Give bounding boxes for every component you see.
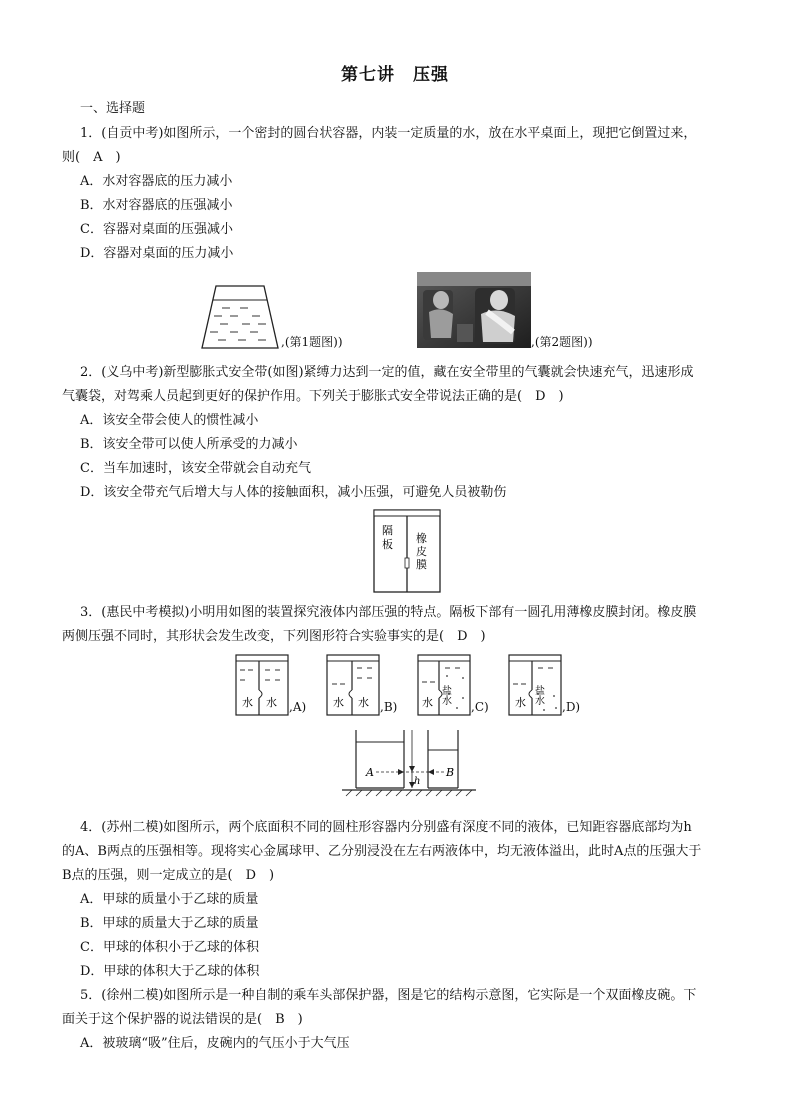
q3-choice-d-left: 水 [515, 696, 526, 709]
q4-option-b: B．甲球的质量大于乙球的质量 [80, 916, 259, 931]
q3-label-membrane-1: 橡 [416, 532, 427, 545]
q4-option-c: C．甲球的体积小于乙球的体积 [80, 940, 259, 955]
q3-choice-d [508, 654, 562, 720]
q3-choice-b [326, 654, 380, 720]
q4-stem-line2: 的A、B两点的压强相等。现将实心金属球甲、乙分别浸没在左右两液体中，均无液体溢出，此时A点的压强大于 [62, 844, 702, 859]
q3-choice-a-left: 水 [242, 696, 253, 709]
q3-choice-a [235, 654, 289, 720]
q1-stem-line1: 1．(自贡中考)如图所示，一个密封的圆台状容器，内装一定质量的水，放在水平桌面上，现把它倒置过来， [80, 126, 697, 141]
q3-choice-a-tag: ,A) [289, 700, 307, 714]
q3-label-partition-1: 隔 [382, 524, 393, 537]
q2-option-d: D．该安全带充气后增大与人体的接触面积，减小压强，可避免人员被勒伤 [80, 485, 507, 500]
q3-choice-c-tag: ,C) [471, 700, 489, 714]
q3-choice-c-diagram [417, 654, 471, 716]
q3-label-partition-2: 板 [382, 538, 393, 551]
q3-choice-d-tag: ,D) [562, 700, 581, 714]
q3-choice-c-left: 水 [422, 696, 433, 709]
q3-figure [372, 508, 444, 596]
q4-label-h: h [414, 776, 421, 787]
q3-choice-b-right: 水 [358, 696, 369, 709]
q3-choice-a-right: 水 [266, 696, 277, 709]
q2-stem-line2: 气囊袋，对驾乘人员起到更好的保护作用。下列关于膨胀式安全带说法正确的是( D ) [62, 389, 564, 404]
q5-stem-line1: 5．(徐州二模)如图所示是一种自制的乘车头部保护器，图是它的结构示意图，它实际是一个双面橡皮碗。下 [80, 988, 697, 1003]
q2-option-a: A．该安全带会使人的惯性减小 [80, 413, 259, 428]
q2-figure-photo [417, 272, 531, 348]
q4-stem-line3: B点的压强，则一定成立的是( D ) [62, 868, 275, 883]
page-title: 第七讲 压强 [341, 65, 449, 85]
q3-label-membrane-2: 皮 [416, 545, 427, 558]
q5-stem-line2: 面关于这个保护器的说法错误的是( B ) [62, 1012, 303, 1027]
q4-option-d: D．甲球的体积大于乙球的体积 [80, 964, 260, 979]
q4-stem-line1: 4．(苏州二模)如图所示，两个底面积不同的圆柱形容器内分别盛有深度不同的液体，已知距容器底部均为h [80, 820, 692, 835]
q1-option-d: D．容器对桌面的压力减小 [80, 246, 234, 261]
q1-figure-caption: ,(第1题图)) [281, 335, 343, 349]
q2-option-c: C．当车加速时，该安全带就会自动充气 [80, 461, 311, 476]
q3-stem-line1: 3．(惠民中考模拟)小明用如图的装置探究液体内部压强的特点。隔板下部有一圆孔用薄橡皮膜封闭。橡皮膜 [80, 605, 697, 620]
q4-label-b: B [446, 766, 455, 779]
q3-choice-d-diagram [508, 654, 562, 716]
q1-option-a: A．水对容器底的压力减小 [80, 174, 233, 189]
q3-choice-a-diagram [235, 654, 289, 716]
q1-figure [200, 282, 280, 352]
q4-option-a: A．甲球的质量小于乙球的质量 [80, 892, 259, 907]
q3-choice-d-right: 盐水 [532, 685, 544, 705]
q2-option-b: B．该安全带可以使人所承受的力减小 [80, 437, 298, 452]
q2-figure-caption: ,(第2题图)) [531, 335, 593, 349]
q3-stem-line2: 两侧压强不同时，其形状会发生改变，下列图形符合实验事实的是( D ) [62, 629, 486, 644]
q3-choice-c [417, 654, 471, 720]
q1-stem-line2: 则( A ) [62, 150, 121, 165]
q4-figure [340, 728, 480, 798]
section-heading: 一、选择题 [80, 101, 146, 116]
q1-option-c: C．容器对桌面的压强减小 [80, 222, 233, 237]
q3-choice-b-left: 水 [333, 696, 344, 709]
q2-stem-line1: 2．(义乌中考)新型膨胀式安全带(如图)紧缚力达到一定的值，藏在安全带里的气囊就会快速充气，迅速形成 [80, 365, 694, 380]
q5-option-a: A．被玻璃“吸”住后，皮碗内的气压小于大气压 [80, 1036, 350, 1051]
q1-option-b: B．水对容器底的压强减小 [80, 198, 233, 213]
q3-choice-c-right: 盐水 [439, 685, 451, 705]
q3-choice-b-tag: ,B) [380, 700, 398, 714]
q3-choice-b-diagram [326, 654, 380, 716]
q4-label-a: A [366, 766, 374, 779]
q3-label-membrane-3: 膜 [416, 558, 427, 571]
